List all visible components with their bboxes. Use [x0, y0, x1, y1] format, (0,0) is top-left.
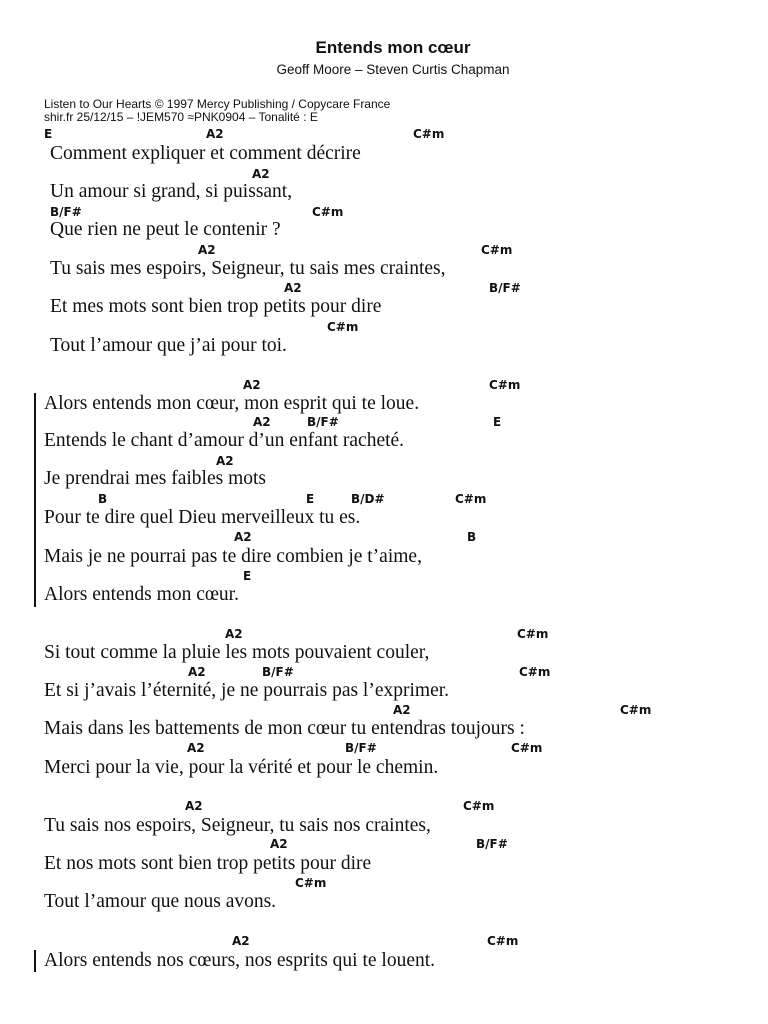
verse1-lyric-line: Et mes mots sont bien trop petits pour dire [50, 296, 382, 317]
verse3-lyric-line: Tu sais nos espoirs, Seigneur, tu sais nos craintes, [44, 815, 431, 836]
verse2-lyric-line: Si tout comme la pluie les mots pouvaient couler, [44, 642, 430, 663]
verse1-chord: B/F# [50, 205, 82, 219]
reference-line: shir.fr 25/12/15 – !JEM570 ≈PNK0904 – Tonalité : E [44, 110, 318, 124]
verse1-chord: C#m [312, 205, 344, 219]
verse2-chord: B/F# [262, 665, 294, 679]
chorus-chord: A2 [234, 530, 252, 544]
chorus-chord: A2 [243, 378, 261, 392]
verse1-lyric-line: Que rien ne peut le contenir ? [50, 219, 281, 240]
chorus2-lyric-line: Alors entends nos cœurs, nos esprits qui te louent. [44, 950, 436, 971]
verse3-lyric-line: Et nos mots sont bien trop petits pour dire [44, 853, 372, 874]
chorus-chord: E [493, 415, 502, 429]
verse2-lyric-line: Merci pour la vie, pour la vérité et pour le chemin. [44, 757, 439, 778]
verse3-chord: A2 [185, 799, 203, 813]
verse3-lyric-line: Tout l’amour que nous avons. [44, 891, 277, 912]
verse3-chord: C#m [463, 799, 495, 813]
verse3-chord: A2 [270, 837, 288, 851]
chorus2-chord: A2 [232, 934, 250, 948]
chorus-lyric-line: Mais je ne pourrai pas te dire combien je t’aime, [44, 546, 422, 567]
verse1-chord: C#m [481, 243, 513, 257]
verse2-lyric-line: Mais dans les battements de mon cœur tu entendras toujours : [44, 718, 525, 739]
chorus-chord: B [467, 530, 477, 544]
verse2-chord: A2 [187, 741, 205, 755]
verse2-chord: C#m [519, 665, 551, 679]
chorus-lyric-line: Alors entends mon cœur, mon esprit qui te loue. [44, 393, 420, 414]
chorus-lyric-line: Je prendrai mes faibles mots [44, 468, 267, 489]
verse1-lyric-line: Tu sais mes espoirs, Seigneur, tu sais mes craintes, [50, 258, 446, 279]
chorus-chord: B/D# [351, 492, 385, 506]
chorus-chord: C#m [489, 378, 521, 392]
chorus-chord: C#m [455, 492, 487, 506]
chorus2-chord: C#m [487, 934, 519, 948]
verse2-chord: A2 [225, 627, 243, 641]
chorus-lyric-line: Entends le chant d’amour d’un enfant racheté. [44, 430, 405, 451]
verse1-chord: A2 [252, 167, 270, 181]
verse3-chord: C#m [295, 876, 327, 890]
verse1-lyric-line: Comment expliquer et comment décrire [50, 143, 361, 164]
chorus-bar [34, 393, 36, 607]
verse2-chord: A2 [188, 665, 206, 679]
verse1-chord: A2 [198, 243, 216, 257]
chorus-chord: B/F# [307, 415, 339, 429]
verse1-chord: B/F# [489, 281, 521, 295]
chorus-chord: E [243, 569, 252, 583]
chorus-lyric-line: Alors entends mon cœur. [44, 584, 239, 605]
verse1-lyric-line: Un amour si grand, si puissant, [50, 181, 293, 202]
verse1-chord: C#m [413, 127, 445, 141]
song-authors: Geoff Moore – Steven Curtis Chapman [276, 62, 510, 77]
verse1-chord: A2 [206, 127, 224, 141]
verse2-chord: C#m [511, 741, 543, 755]
verse2-chord: C#m [517, 627, 549, 641]
song-title: Entends mon cœur [315, 38, 471, 57]
verse1-chord: C#m [327, 320, 359, 334]
verse1-chord: E [44, 127, 53, 141]
chorus-chord: A2 [253, 415, 271, 429]
verse3-chord: B/F# [476, 837, 508, 851]
verse2-chord: A2 [393, 703, 411, 717]
chorus-chord: E [306, 492, 315, 506]
copyright-line: Listen to Our Hearts © 1997 Mercy Publishing / Copycare France [44, 97, 391, 111]
chorus-chord: A2 [216, 454, 234, 468]
chorus2-bar [34, 950, 36, 972]
verse1-lyric-line: Tout l’amour que j’ai pour toi. [50, 335, 287, 356]
chorus-lyric-line: Pour te dire quel Dieu merveilleux tu es. [44, 507, 361, 528]
verse2-chord: C#m [620, 703, 652, 717]
verse2-chord: B/F# [345, 741, 377, 755]
chorus-chord: B [98, 492, 108, 506]
verse2-lyric-line: Et si j’avais l’éternité, je ne pourrais pas l’exprimer. [44, 680, 450, 701]
verse1-chord: A2 [284, 281, 302, 295]
